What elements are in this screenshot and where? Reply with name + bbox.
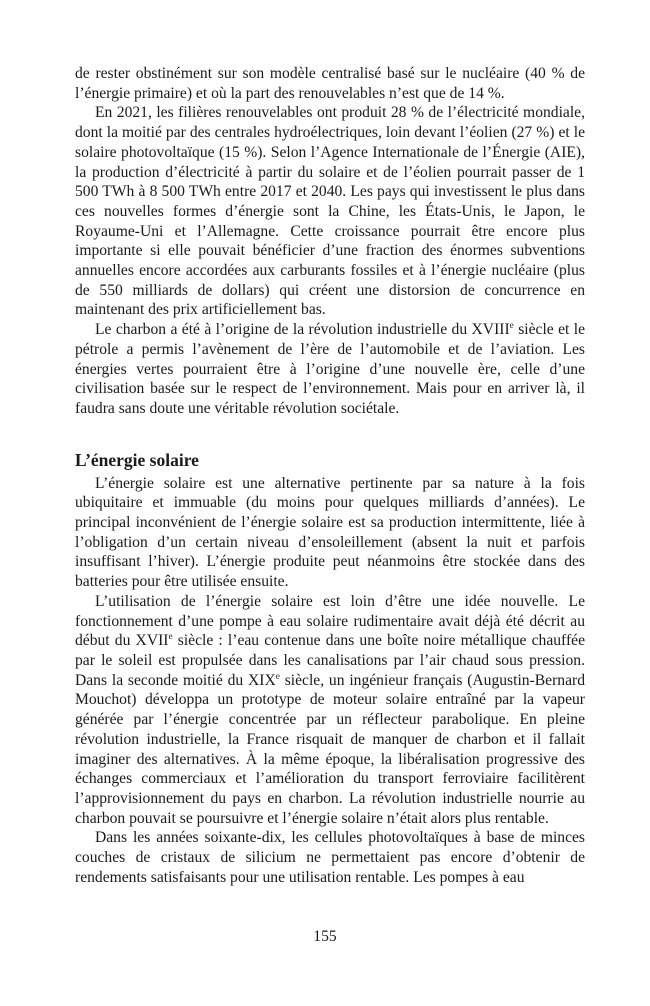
page-body <box>75 64 585 887</box>
superscript: e <box>509 320 514 331</box>
paragraph <box>75 474 585 592</box>
paragraph <box>75 828 585 887</box>
section-heading: L’énergie solaire <box>75 449 199 470</box>
text-run: Dans les années soixante-dix, les cellules photovoltaïques à base de minces couches de cristaux de silicium ne permettaient pas encore d’obtenir de rendements satisfaisants pour une utilisation rentable. Les pompes à eau <box>75 829 585 886</box>
text-run: L’énergie solaire est une alternative pertinente par sa nature à la fois ubiquitaire et immuable (du moins pour quelques milliards d’années). Le principal inconvénient de l’énergie solaire est sa production intermittente, liée à l’obligation d’un certain niveau d’ensoleillement (absent la nuit et parfois insuffisant l’hiver). L’énergie produite peut néanmoins être stockée dans des batteries pour être utilisée ensuite. <box>75 474 585 591</box>
intro-text-block <box>75 64 585 419</box>
text-run: L’utilisation de l’énergie solaire est loin d’être une idée nouvelle. Le fonctionnement d’une pompe à eau solaire rudimentaire avait déjà été décrit au début du XVII <box>75 592 585 650</box>
text-run: Le charbon a été à l’origine de la révolution industrielle du XVIII <box>95 321 510 339</box>
paragraph <box>75 320 585 419</box>
superscript: e <box>168 632 173 643</box>
text-run: En 2021, les filières renouvelables ont produit 28 % de l’électricité mondiale, dont la moitié par des centrales hydroélectriques, loin devant l’éolien (27 %) et le solaire photovoltaïque (15 %). Selon l’Agence Internationale de l’Énergie (AIE), la production d’électricité à partir du solaire et de l’éolien pourrait passer de 1 500 TWh à 8 500 TWh entre 2017 et 2040. Les pays qui investissent le plus dans ces nouvelles formes d’énergie sont la Chine, les États-Unis, le Japon, le Royaume-Uni et l’Allemagne. Cette croissance pourrait être encore plus importante si elle pouvait bénéficier d’une fraction des énormes subventions annuelles encore accordées aux carburants fossiles et à l’énergie nucléaire (plus de 550 milliards de dollars) qui créent une distorsion de concurrence en maintenant des prix artificiellement bas. <box>75 104 585 319</box>
paragraph <box>75 103 585 320</box>
text-run: de rester obstinément sur son modèle centralisé basé sur le nucléaire (40 % de l’énergie primaire) et où la part des renouvelables n’est que de 14 %. <box>75 65 585 102</box>
superscript: e <box>275 671 280 682</box>
text-run: siècle : l’eau contenue dans une boîte noire métallique chauffée par le soleil est propulsée dans les canalisations par l’air chaud sous pression. Dans la seconde moitié du XIX <box>75 632 585 689</box>
paragraph <box>75 64 585 103</box>
page-number: 155 <box>313 928 337 945</box>
text-run: siècle, un ingénieur français (Augustin-Bernard Mouchot) développa un prototype de moteur solaire entraîné par la vapeur générée par l’énergie concentrée par un réflecteur parabolique. En pleine révolution industrielle, la France risquait de manquer de charbon et il fallait imaginer des alternatives. À la même époque, la libéralisation progressive des échanges commerciaux et l’amélioration du transport ferroviaire facilitèrent l’approvisionnement du pays en charbon. La révolution industrielle nourrie au charbon pouvait se poursuivre et l’énergie solaire n’était alors plus rentable. <box>75 671 585 827</box>
paragraph <box>75 592 585 828</box>
section-text-block <box>75 474 585 888</box>
text-run: siècle et le pétrole a permis l’avènement de l’ère de l’automobile et de l’aviation. Les énergies vertes pourraient être à l’origine d’une nouvelle ère, celle d’une civilisation basée sur le respect de l’environnement. Mais pour en arriver là, il faudra sans doute une véritable révolution sociétale. <box>75 321 586 417</box>
